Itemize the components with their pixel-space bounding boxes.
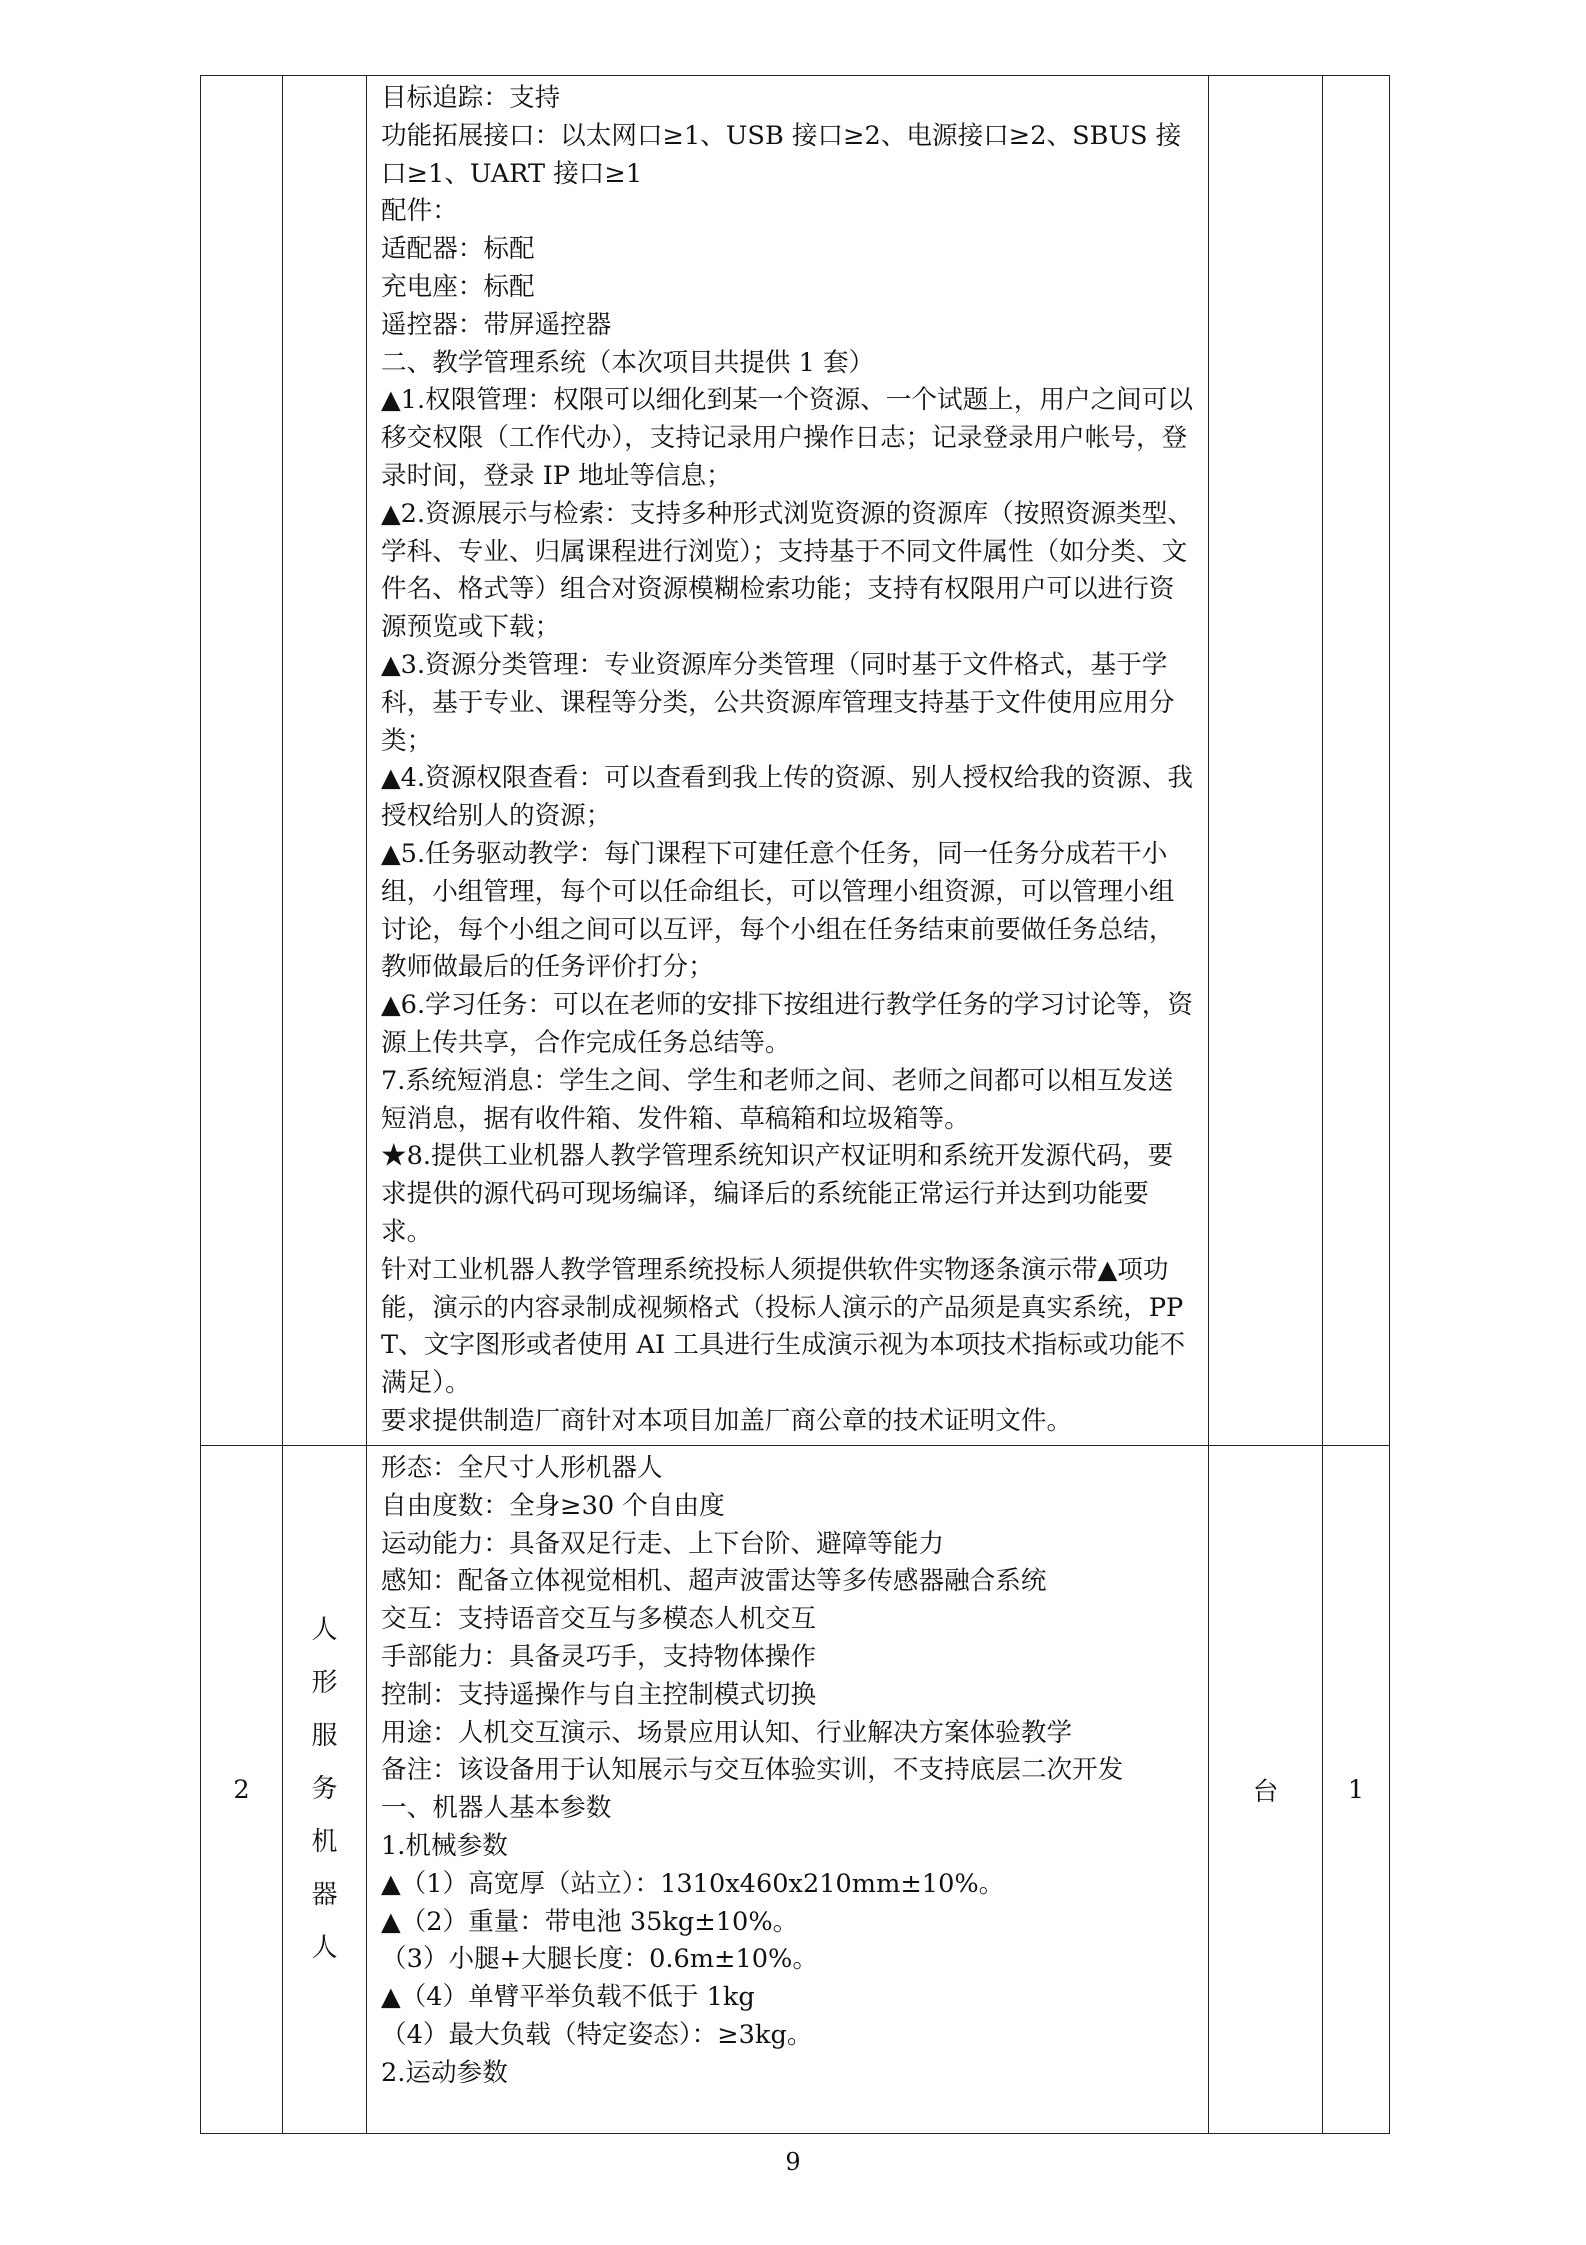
spec-line: （3）小腿+大腿长度：0.6m±10%。 [381,1944,818,1975]
table-row [201,1446,1390,2134]
spec-line: ▲5.任务驱动教学：每门课程下可建任意个任务，同一任务分成若干小组，小组管理，每个可以任命组长，可以管理小组资源，可以管理小组讨论，每个小组之间可以互评，每个小组在任务结束前要做任务总结，教师做最后的任务评价打分； [381,838,1175,983]
spec-line: ▲（4）单臂平举负载不低于 1kg [381,1982,755,2013]
row-number-cell [201,1446,283,2134]
spec-line: 自由度数：全身≥30 个自由度 [381,1490,725,1521]
unit-cell [1209,1446,1323,2134]
spec-line: （4）最大负载（特定姿态）：≥3kg。 [381,2019,813,2050]
item-name-vertical [283,1604,366,1975]
item-name-char: 形 [311,1668,338,1698]
unit-cell [1209,76,1323,1446]
spec-line: 一、机器人基本参数 [381,1793,612,1824]
spec-line: 目标追踪：支持 [381,83,561,113]
spec-line: 1.机械参数 [381,1830,508,1861]
quantity-cell [1323,1446,1390,2134]
spec-cell [367,76,1209,1446]
spec-cell [367,1446,1209,2134]
table-row [201,76,1390,1446]
spec-line: ★8.提供工业机器人教学管理系统知识产权证明和系统开发源代码，要求提供的源代码可现场编译，编译后的系统能正常运行并达到功能要求。 [381,1141,1174,1247]
spec-line: 交互：支持语音交互与多模态人机交互 [381,1604,817,1635]
spec-line: ▲（1）高宽厚（站立）：1310x460x210mm±10%。 [381,1868,1005,1899]
spec-line: 形态：全尺寸人形机器人 [381,1453,663,1483]
spec-line: 7.系统短消息：学生之间、学生和老师之间、老师之间都可以相互发送短消息，据有收件箱、发件箱、草稿箱和垃圾箱等。 [381,1065,1174,1134]
item-name-char: 务 [311,1774,338,1804]
spec-table [200,75,1390,2134]
spec-text [367,76,1208,1444]
page-number: 9 [785,2148,801,2176]
spec-line: ▲（2）重量：带电池 35kg±10%。 [381,1906,799,1937]
item-name-char: 人 [311,1933,338,1963]
spec-line: ▲4.资源权限查看：可以查看到我上传的资源、别人授权给我的资源、我授权给别人的资源； [381,763,1193,832]
spec-line: ▲1.权限管理：权限可以细化到某一个资源、一个试题上，用户之间可以移交权限（工作代办），支持记录用户操作日志；记录登录用户帐号，登录时间，登录 IP 地址等信息； [381,385,1193,491]
item-name-char: 服 [311,1721,338,1751]
spec-line: 备注：该设备用于认知展示与交互体验实训，不支持底层二次开发 [381,1755,1124,1786]
spec-line: ▲2.资源展示与检索：支持多种形式浏览资源的资源库（按照资源类型、学科、专业、归属课程进行浏览）；支持基于不同文件属性（如分类、文件名、格式等）组合对资源模糊检索功能；支持有权限用户可以进行资源预览或下载； [381,498,1193,643]
spec-line: ▲3.资源分类管理：专业资源库分类管理（同时基于文件格式，基于学科，基于专业、课程等分类，公共资源库管理支持基于文件使用应用分类； [381,649,1175,756]
item-name-char: 器 [311,1880,338,1910]
quantity-cell [1323,76,1390,1446]
spec-text [367,1446,1208,2096]
unit: 台 [1252,1776,1279,1807]
spec-line: 手部能力：具备灵巧手，支持物体操作 [381,1641,817,1672]
spec-line: 2.运动参数 [381,2057,508,2088]
spec-line: 配件： [381,196,458,227]
spec-line: 控制：支持遥操作与自主控制模式切换 [381,1679,817,1710]
item-name-cell [283,1446,367,2134]
quantity: 1 [1347,1774,1365,1805]
spec-line: 运动能力：具备双足行走、上下台阶、避障等能力 [381,1528,945,1559]
spec-line: 遥控器：带屏遥控器 [381,309,612,340]
item-name-char: 人 [311,1615,338,1645]
item-name-char: 机 [311,1827,338,1857]
row-number-cell [201,76,283,1446]
row-number: 2 [233,1774,250,1805]
spec-line: 功能拓展接口：以太网口≥1、USB 接口≥2、电源接口≥2、SBUS 接口≥1、UART 接口≥1 [381,120,1182,189]
spec-line: ▲6.学习任务：可以在老师的安排下按组进行教学任务的学习讨论等，资源上传共享，合作完成任务总结等。 [381,990,1193,1058]
item-name-cell [283,76,367,1446]
spec-line: 感知：配备立体视觉相机、超声波雷达等多传感器融合系统 [381,1566,1047,1597]
spec-line: 适配器：标配 [381,234,535,265]
spec-line: 要求提供制造厂商针对本项目加盖厂商公章的技术证明文件。 [381,1405,1073,1436]
spec-line: 充电座：标配 [381,271,535,302]
spec-line: 二、教学管理系统（本次项目共提供 1 套） [381,347,875,378]
spec-line: 针对工业机器人教学管理系统投标人须提供软件实物逐条演示带▲项功能，演示的内容录制成视频格式（投标人演示的产品须是真实系统，PPT、文字图形或者使用 AI 工具进行生成演示视为本项技术指标或功能不满足）。 [381,1254,1186,1399]
spec-line: 用途：人机交互演示、场景应用认知、行业解决方案体验教学 [381,1717,1073,1748]
